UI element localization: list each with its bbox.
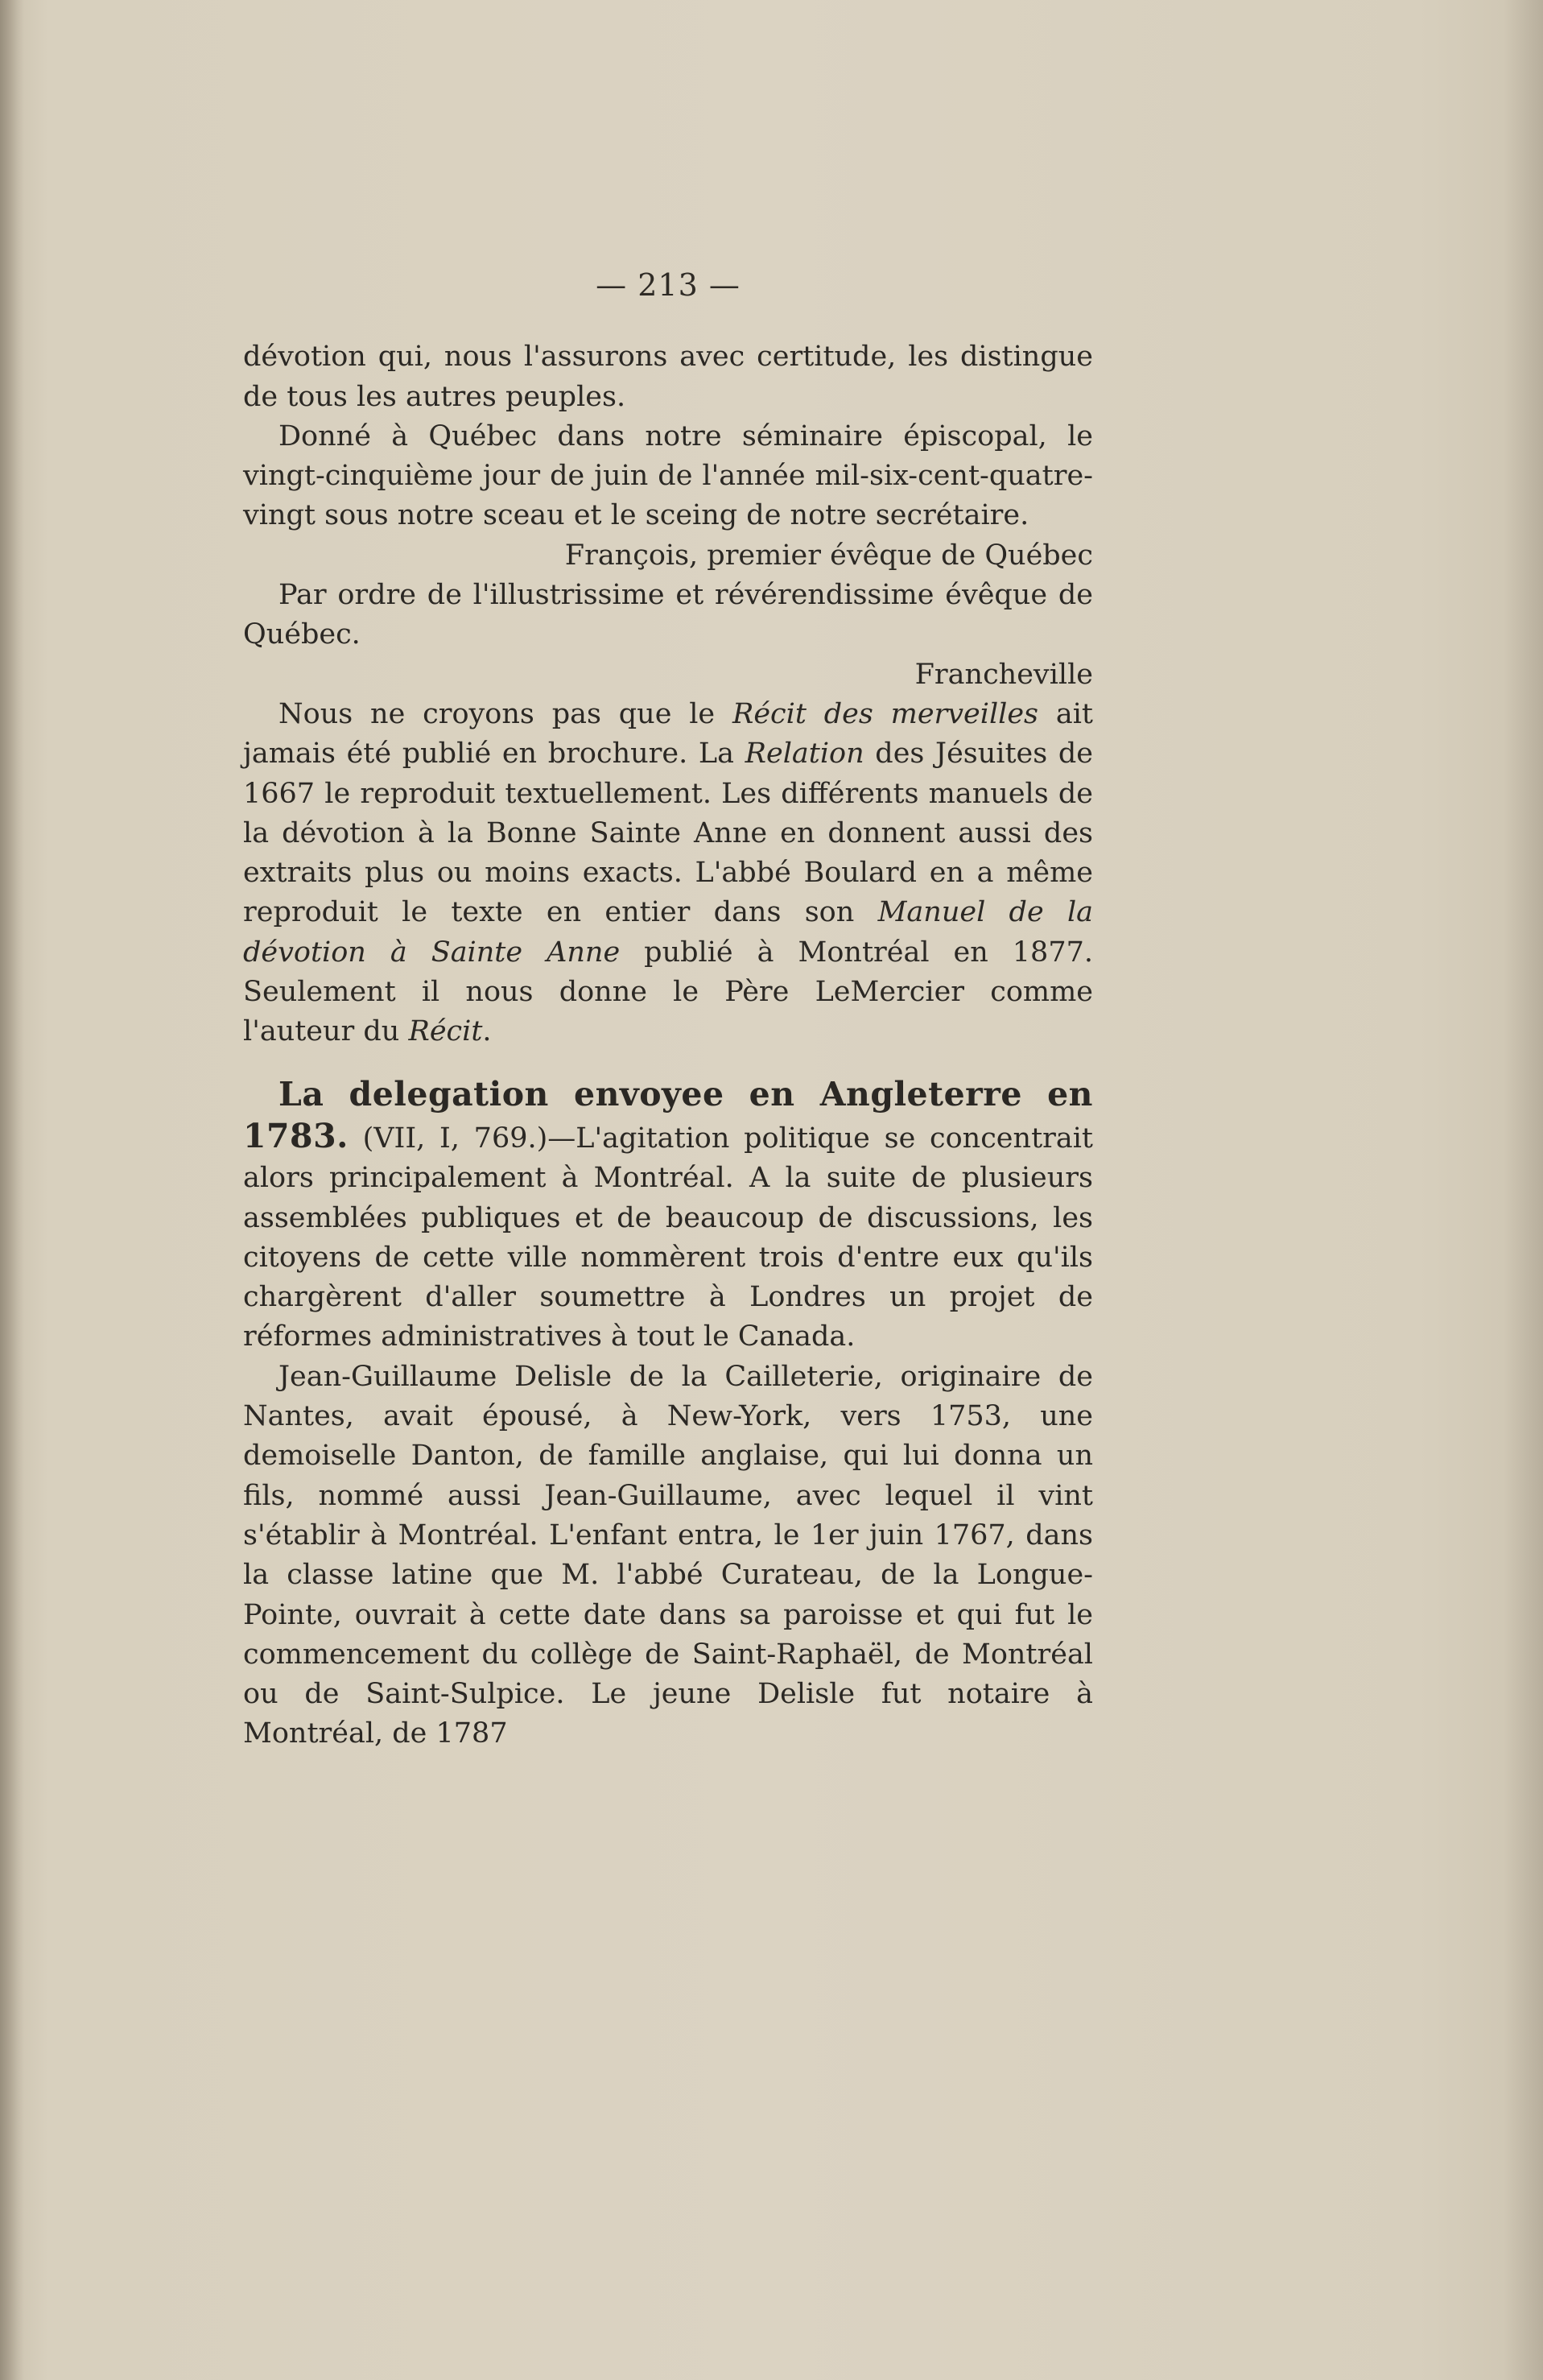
paragraph-6: Jean-Guillaume Delisle de la Cailleterie, originaire de Nantes, avait épousé, à New-York, vers 1753, une demoiselle Danton, de famille anglaise, qui lui donna un fils, nommé aussi Jean-Guillaume, avec lequel il vint s'établir à Montréal. L'enfant entra, le 1er juin 1767, dans la classe latine que M. l'abbé Curateau, de la Longue-Pointe, ouvrait à cette date dans sa paroisse et qui fut le commencement du collège de Saint-Raphaël, de Montréal ou de Saint-Sulpice. Le jeune Delisle fut notaire à Montréal, de 1787 bbox=[243, 1360, 1093, 1750]
paragraph-1: dévotion qui, nous l'assurons avec certitude, les distingue de tous les autres peuples. bbox=[243, 341, 1093, 413]
binding-shadow bbox=[0, 0, 24, 2380]
paragraph-4-italic-4: Récit bbox=[408, 1015, 483, 1048]
paragraph-5 bbox=[243, 1075, 1093, 1357]
signature-secretary: Francheville bbox=[914, 658, 1093, 691]
signature-bishop: François, premier évêque de Québec bbox=[564, 539, 1093, 572]
paragraph-4-text-4: publié à Montréal en 1877. Seulement il nous donne le Père LeMercier comme l'auteur du bbox=[243, 936, 1093, 1048]
paragraph-4-italic-2: Relation bbox=[745, 738, 864, 771]
paragraph-5-body: (VII, I, 769.)—L'agitation politique se concentrait alors principalement à Montréal. A la suite de plusieurs assemblées publiques et de beaucoup de discussions, les citoyens de cette ville nommèrent trois d'entre eux qu'ils chargèrent d'aller soumettre à Londres un projet de réformes administratives à tout le Canada. bbox=[243, 1122, 1093, 1353]
text-block bbox=[243, 266, 1093, 1754]
paragraph-4 bbox=[243, 695, 1093, 1052]
paragraph-4-italic-3: Manuel de la dévotion à Sainte Anne bbox=[243, 896, 1094, 969]
page-number: — 213 — bbox=[596, 267, 741, 303]
paragraph-4-italic-1: Récit des merveilles bbox=[732, 697, 1039, 730]
paragraph-4-text-5: . bbox=[482, 1015, 492, 1048]
paragraph-4-text-1: Nous ne croyons pas que le bbox=[278, 697, 732, 730]
paragraph-4-text-2: ait jamais été publié en brochure. La bbox=[243, 697, 1093, 771]
paragraph-4-text-3: des Jésuites de 1667 le reproduit textuellement. Les différents manuels de la dévotion à la Bonne Sainte Anne en donnent aussi des extraits plus ou moins exacts. L'abbé Boulard en a même reproduit le texte en entier dans son bbox=[243, 738, 1093, 929]
paragraph-3: Par ordre de l'illustrissime et révérendissime évêque de Québec. bbox=[243, 579, 1093, 651]
section-heading: La delegation envoyee en Angleterre en 1783. bbox=[243, 1074, 1093, 1155]
paragraph-2: Donné à Québec dans notre séminaire épiscopal, le vingt-cinquième jour de juin de l'année mil-six-cent-quatre-vingt sous notre sceau et le sceing de notre secrétaire. bbox=[243, 419, 1093, 532]
page-edge-shadow bbox=[1504, 0, 1543, 2380]
